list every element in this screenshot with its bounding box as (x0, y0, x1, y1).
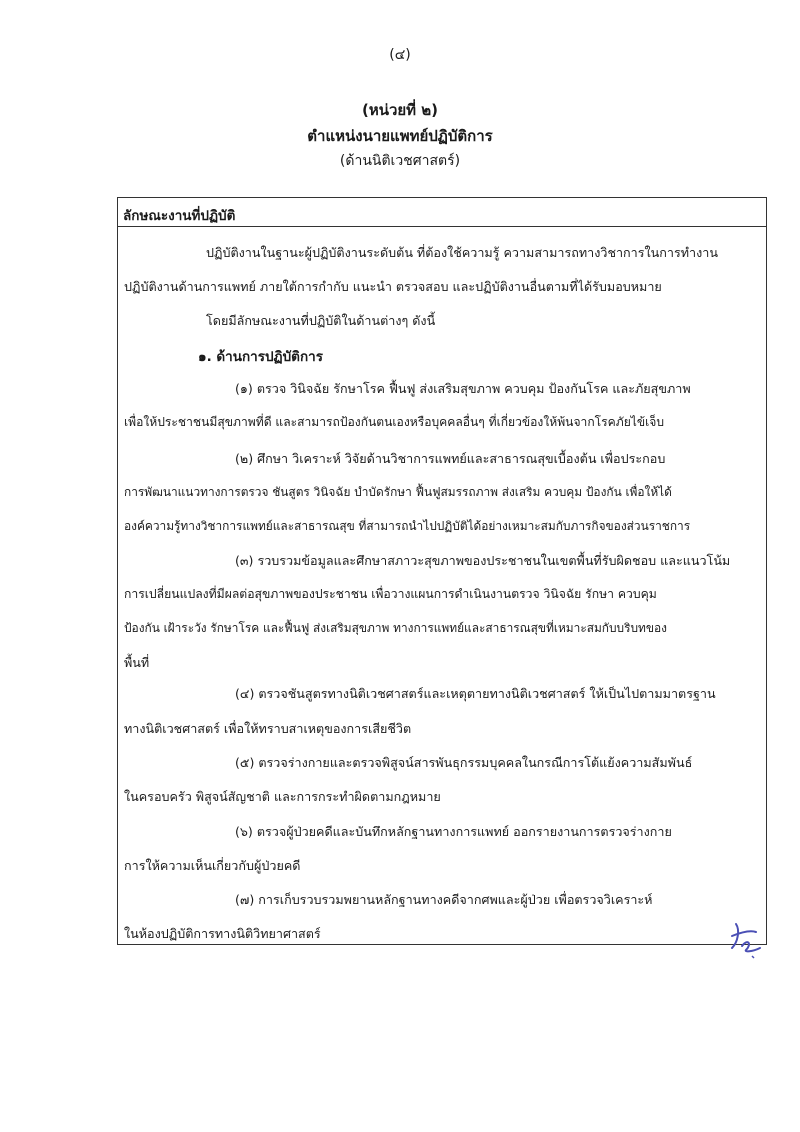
item-line: พื้นที่ (124, 655, 150, 670)
section-title: ๑. ด้านการปฏิบัติการ (198, 349, 323, 365)
item-line: (๕) ตรวจร่างกายและตรวจพิสูจน์สารพันธุกรรมบุคคลในกรณีการโต้แย้งความสัมพันธ์ (235, 755, 693, 770)
box-title: ลักษณะงานที่ปฏิบัติ (123, 208, 236, 224)
item-line: (๔) ตรวจชันสูตรทางนิติเวชศาสตร์และเหตุตายทางนิติเวชศาสตร์ ให้เป็นไปตามมาตรฐาน (235, 686, 716, 701)
item-line: ในห้องปฏิบัติการทางนิติวิทยาศาสตร์ (124, 926, 321, 941)
intro-line: ปฏิบัติงานด้านการแพทย์ ภายใต้การกำกับ แนะนำ ตรวจสอบ และปฏิบัติงานอื่นตามที่ได้รับมอบหมาย (124, 279, 662, 294)
item-line: (๑) ตรวจ วินิจฉัย รักษาโรค ฟื้นฟู ส่งเสริมสุขภาพ ควบคุม ป้องกันโรค และภัยสุขภาพ (235, 381, 691, 396)
item-line: (๒) ศึกษา วิเคราะห์ วิจัยด้านวิชาการแพทย์และสาธารณสุขเบื้องต้น เพื่อประกอบ (235, 451, 666, 466)
item-line: (๓) รวบรวมข้อมูลและศึกษาสภาวะสุขภาพของประชาชนในเขตพื้นที่รับผิดชอบ และแนวโน้ม (235, 553, 731, 568)
signature-mark (722, 912, 768, 960)
item-line: การเปลี่ยนแปลงที่มีผลต่อสุขภาพของประชาชน เพื่อวางแผนการดำเนินงานตรวจ วินิจฉัย รักษา ควบคุม (124, 587, 657, 601)
item-line: (๖) ตรวจผู้ป่วยคดีและบันทึกหลักฐานทางการแพทย์ ออกรายงานการตรวจร่างกาย (235, 824, 672, 839)
item-line: องค์ความรู้ทางวิชาการแพทย์และสาธารณสุข ที่สามารถนำไปปฏิบัติได้อย่างเหมาะสมกับภารกิจของส่วนราชการ (124, 519, 691, 533)
job-description-box (117, 197, 767, 945)
intro-line: โดยมีลักษณะงานที่ปฏิบัติในด้านต่างๆ ดังนี้ (206, 313, 436, 328)
item-line: ป้องกัน เฝ้าระวัง รักษาโรค และฟื้นฟู ส่งเสริมสุขภาพ ทางการแพทย์และสาธารณสุขที่เหมาะสมกับบริบทของ (124, 621, 667, 635)
page-number: (๔) (389, 47, 411, 63)
item-line: ในครอบครัว พิสูจน์สัญชาติ และการกระทำผิดตามกฎหมาย (124, 789, 441, 804)
box-header (118, 198, 766, 227)
item-line: เพื่อให้ประชาชนมีสุขภาพที่ดี และสามารถป้องกันตนเองหรือบุคคลอื่นๆ ที่เกี่ยวข้องให้พ้นจากโรคภัยไข้เจ็บ (124, 415, 665, 429)
unit-heading: (หน่วยที่ ๒) (361, 101, 439, 119)
item-line: ทางนิติเวชศาสตร์ เพื่อให้ทราบสาเหตุของการเสียชีวิต (124, 721, 412, 736)
intro-line: ปฏิบัติงานในฐานะผู้ปฏิบัติงานระดับต้น ที่ต้องใช้ความรู้ ความสามารถทางวิชาการในการทำงาน (206, 245, 718, 260)
position-heading: ตำแหน่งนายแพทย์ปฏิบัติการ (307, 127, 493, 145)
item-line: (๗) การเก็บรวบรวมพยานหลักฐานทางคดีจากศพและผู้ป่วย เพื่อตรวจวิเคราะห์ (235, 892, 653, 907)
item-line: การพัฒนาแนวทางการตรวจ ชันสูตร วินิจฉัย บำบัดรักษา ฟื้นฟูสมรรถภาพ ส่งเสริม ควบคุม ป้องกัน เพื่อให้ได้ (124, 485, 672, 499)
field-heading: (ด้านนิติเวชศาสตร์) (339, 153, 461, 169)
item-line: การให้ความเห็นเกี่ยวกับผู้ป่วยคดี (124, 858, 301, 873)
